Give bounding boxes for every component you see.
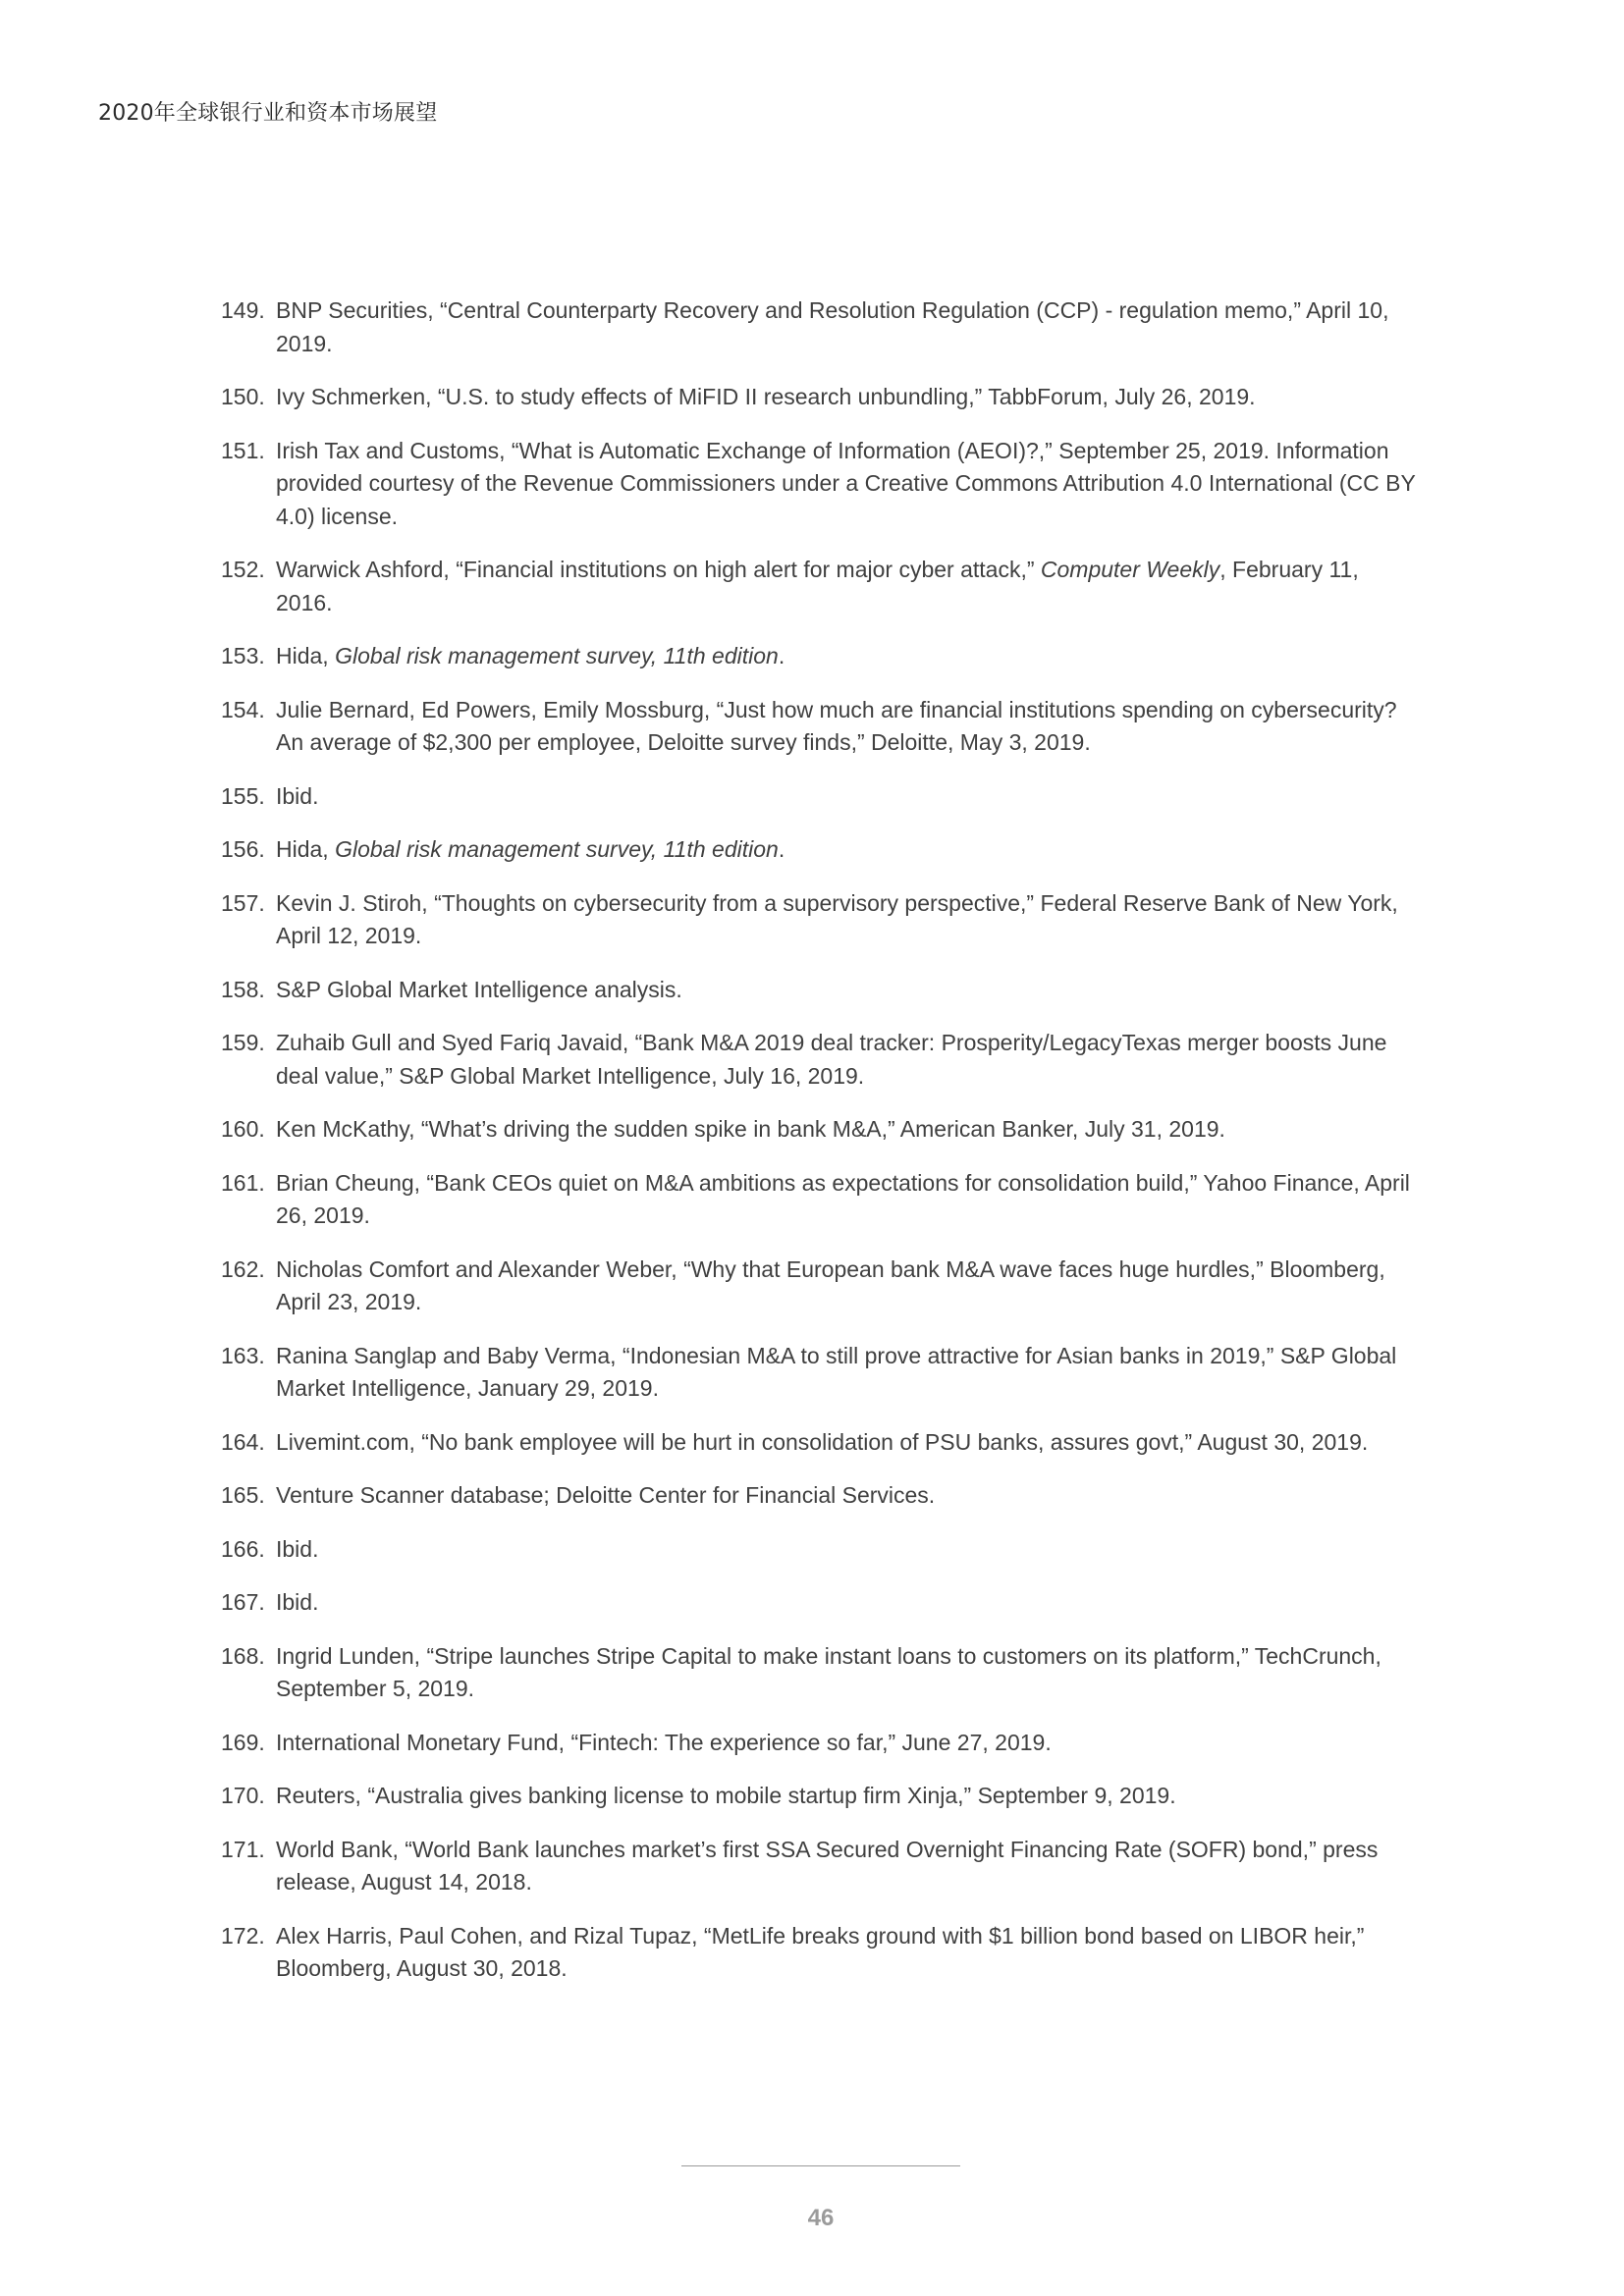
endnote-text-segment: Venture Scanner database; Deloitte Center for Financial Services. [276,1482,936,1508]
endnote-item [221,887,1419,953]
endnote-item [221,1027,1419,1093]
endnote-item [221,435,1419,534]
endnote-item [221,1727,1419,1760]
endnote-text [276,435,1419,534]
endnote-number: 149. [221,297,265,323]
endnote-text [276,1727,1419,1760]
endnote-publication-title: Global risk management survey, 11th edition [335,836,779,862]
endnote-number: 150. [221,384,265,409]
endnote-text-segment: . [778,643,785,668]
endnote-text [276,1113,1419,1147]
endnote-item [221,833,1419,867]
endnote-item [221,1254,1419,1319]
endnote-number: 165. [221,1482,265,1508]
endnote-text-segment: Ivy Schmerken, “U.S. to study effects of MiFID II research unbundling,” TabbForum, July 26, 2019. [276,384,1256,409]
endnote-text [276,640,1419,673]
endnote-text [276,780,1419,814]
endnote-item [221,381,1419,414]
endnote-text [276,1834,1419,1899]
endnote-number: 169. [221,1729,265,1755]
endnote-item [221,1479,1419,1513]
endnote-text-segment: Ranina Sanglap and Baby Verma, “Indonesian M&A to still prove attractive for Asian banks in 2019,” S&P Global Market Intelligence, January 29, 2019. [276,1342,1397,1401]
endnote-text-segment: Ibid. [276,782,319,809]
endnote-text-segment: Hida, [276,643,336,668]
endnote-text [276,833,1419,867]
endnote-number: 166. [221,1535,265,1562]
endnote-text [276,1027,1419,1093]
endnote-text [276,887,1419,953]
endnote-number: 153. [221,643,265,668]
endnote-item [221,1586,1419,1620]
endnote-number: 171. [221,1836,265,1862]
endnote-number: 168. [221,1642,265,1669]
endnote-text-segment: International Monetary Fund, “Fintech: The experience so far,” June 27, 2019. [276,1729,1052,1755]
endnote-text-segment: S&P Global Market Intelligence analysis. [276,976,682,1002]
endnotes-list [221,294,1419,2006]
endnote-number: 159. [221,1030,265,1055]
endnote-number: 161. [221,1169,265,1196]
endnote-text-segment: World Bank, “World Bank launches market’s first SSA Secured Overnight Financing Rate (SOFR) bond,” press release, August 14, 2018. [276,1836,1379,1895]
endnote-text-segment: Livemint.com, “No bank employee will be hurt in consolidation of PSU banks, assures govt,” August 30, 2019. [276,1428,1369,1455]
endnote-publication-title: Computer Weekly [1040,557,1220,582]
endnote-text [276,1780,1419,1813]
endnote-text-segment: Ingrid Lunden, “Stripe launches Stripe Capital to make instant loans to customers on its platform,” TechCrunch, September 5, 2019. [276,1642,1381,1701]
endnote-text-segment: Warwick Ashford, “Financial institutions on high alert for major cyber attack,” [276,557,1041,582]
endnote-text-segment: , February 11, 2016. [276,557,1359,615]
endnote-item [221,640,1419,673]
endnote-number: 162. [221,1255,265,1282]
endnote-number: 158. [221,976,265,1002]
endnote-text [276,381,1419,414]
endnote-text [276,554,1419,619]
endnote-number: 157. [221,889,265,916]
endnote-text [276,1340,1419,1406]
endnote-number: 160. [221,1116,265,1142]
endnote-item [221,1640,1419,1706]
endnote-number: 154. [221,696,265,722]
endnote-number: 167. [221,1589,265,1615]
document-header-title: 2020年全球银行业和资本市场展望 [98,101,438,126]
endnote-number: 152. [221,557,265,582]
endnote-text-segment: Kevin J. Stiroh, “Thoughts on cybersecurity from a supervisory perspective,” Federal Reserve Bank of New York, April 12, 2019. [276,889,1398,948]
endnote-item [221,554,1419,619]
endnote-text-segment: Reuters, “Australia gives banking license to mobile startup firm Xinja,” September 9, 2019. [276,1783,1176,1808]
endnote-text [276,294,1419,360]
endnote-text-segment: Zuhaib Gull and Syed Fariq Javaid, “Bank M&A 2019 deal tracker: Prosperity/LegacyTexas merger boosts June deal value,” S&P Global Market Intelligence, July 16, 2019. [276,1030,1387,1089]
endnote-text [276,1479,1419,1513]
endnote-item [221,1920,1419,1986]
endnote-item [221,1780,1419,1813]
endnote-text [276,1426,1419,1460]
endnote-text [276,1920,1419,1986]
endnote-text [276,1167,1419,1233]
endnote-text-segment: Alex Harris, Paul Cohen, and Rizal Tupaz, “MetLife breaks ground with $1 billion bond based on LIBOR heir,” Bloomberg, August 30, 2018. [276,1922,1365,1981]
endnote-text-segment: Ibid. [276,1535,319,1562]
endnote-number: 156. [221,836,265,862]
endnote-text-segment: Nicholas Comfort and Alexander Weber, “Why that European bank M&A wave faces huge hurdles,” Bloomberg, April 23, 2019. [276,1255,1385,1314]
endnote-text [276,694,1419,760]
endnote-number: 163. [221,1342,265,1368]
page-number: 46 [807,2205,835,2231]
endnote-text [276,1640,1419,1706]
endnote-item [221,780,1419,814]
endnote-text [276,1254,1419,1319]
endnote-number: 172. [221,1922,265,1949]
endnote-text [276,1533,1419,1567]
endnote-text-segment: Ibid. [276,1589,319,1615]
endnote-text [276,1586,1419,1620]
endnote-item [221,1113,1419,1147]
endnote-text [276,974,1419,1007]
endnote-text-segment: Ken McKathy, “What’s driving the sudden spike in bank M&A,” American Banker, July 31, 2019. [276,1116,1225,1142]
endnote-text-segment: BNP Securities, “Central Counterparty Recovery and Resolution Regulation (CCP) - regulation memo,” April 10, 2019. [276,297,1389,356]
endnote-item [221,694,1419,760]
endnote-item [221,1167,1419,1233]
endnote-text-segment: Hida, [276,836,336,862]
endnote-item [221,294,1419,360]
endnote-item [221,1834,1419,1899]
endnote-item [221,1426,1419,1460]
endnote-text-segment: . [778,836,785,862]
endnote-number: 155. [221,782,265,809]
endnote-number: 164. [221,1428,265,1455]
endnote-item [221,1340,1419,1406]
endnote-item [221,1533,1419,1567]
endnote-number: 151. [221,437,265,463]
endnote-item [221,974,1419,1007]
endnote-publication-title: Global risk management survey, 11th edition [335,643,779,668]
endnote-text-segment: Irish Tax and Customs, “What is Automatic Exchange of Information (AEOI)?,” September 25, 2019. Information provided courtesy of the Revenue Commissioners under a Creative Commons Attribution 4.0 International (CC BY 4.0) license. [276,437,1416,529]
endnote-text-segment: Julie Bernard, Ed Powers, Emily Mossburg, “Just how much are financial institutions spending on cybersecurity? An average of $2,300 per employee, Deloitte survey finds,” Deloitte, May 3, 2019. [276,696,1397,755]
footer-divider [681,2165,960,2166]
endnote-number: 170. [221,1783,265,1808]
endnote-text-segment: Brian Cheung, “Bank CEOs quiet on M&A ambitions as expectations for consolidation build,” Yahoo Finance, April 26, 2019. [276,1169,1410,1228]
